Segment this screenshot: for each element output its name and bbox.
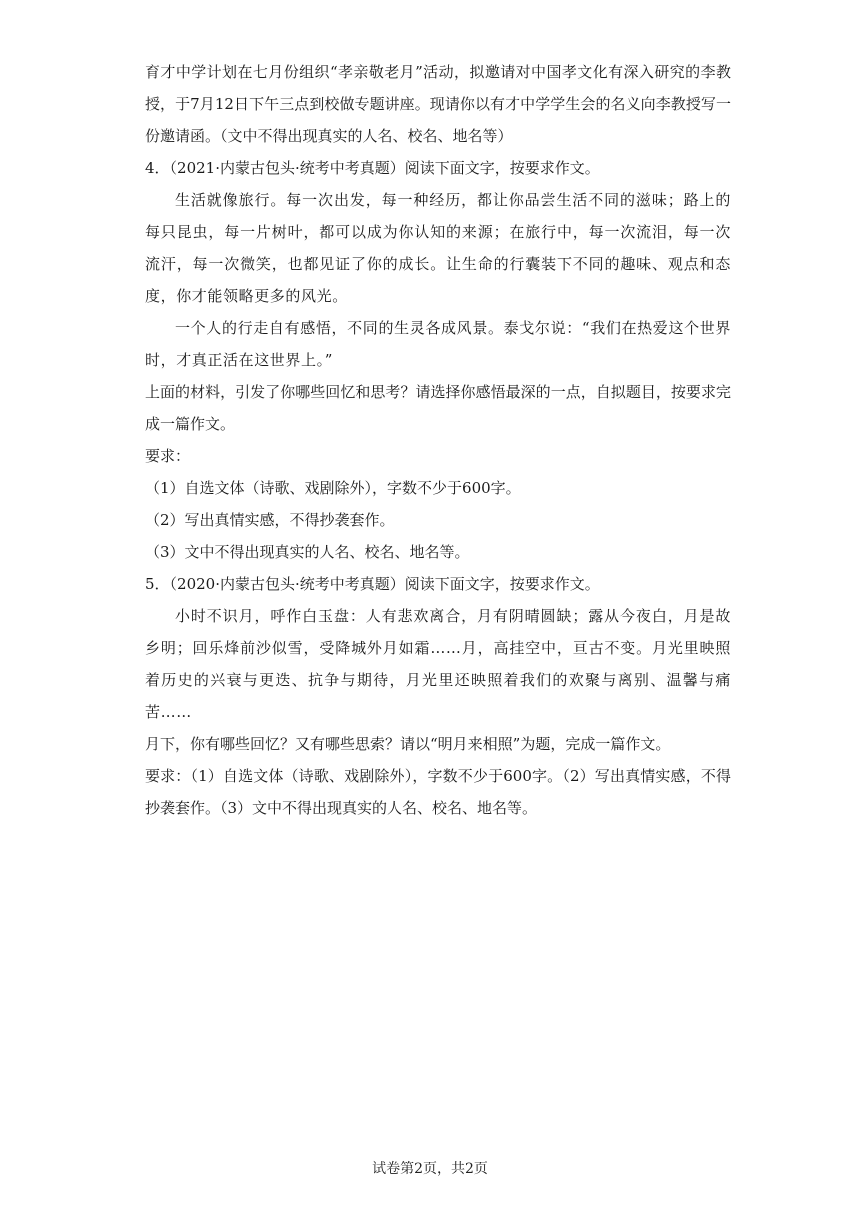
intro-paragraph: 育才中学计划在七月份组织“孝亲敬老月”活动，拟邀请对中国孝文化有深入研究的李教授，于7月12日下午三点到校做专题讲座。现请你以有才中学学生会的名义向李教授写一份邀请函。（文中不得出现真实的人名、校名、地名等） xyxy=(145,63,731,145)
question-4-material-1: 生活就像旅行。每一次出发，每一种经历，都让你品尝生活不同的滋味；路上的每只昆虫，每一片树叶，都可以成为你认知的来源；在旅行中，每一次流泪，每一次流汗，每一次微笑，也都见证了你的成长。让生命的行囊装下不同的趣味、观点和态度，你才能领略更多的风光。 xyxy=(145,191,731,305)
page-content xyxy=(145,56,731,824)
question-5-heading: 5．（2020·内蒙古包头·统考中考真题）阅读下面文字，按要求作文。 xyxy=(145,575,600,593)
question-5-prompt: 月下，你有哪些回忆？又有哪些思索？请以“明月来相照”为题，完成一篇作文。 xyxy=(145,735,671,753)
question-4-requirement-2: （2）写出真情实感，不得抄袭套作。 xyxy=(145,511,395,529)
question-4-heading: 4．（2021·内蒙古包头·统考中考真题）阅读下面文字，按要求作文。 xyxy=(145,159,600,177)
question-4-material-2: 一个人的行走自有感悟，不同的生灵各成风景。泰戈尔说：“我们在热爱这个世界时，才真正活在这世界上。” xyxy=(145,319,731,369)
question-4-prompt: 上面的材料，引发了你哪些回忆和思考？请选择你感悟最深的一点，自拟题目，按要求完成一篇作文。 xyxy=(145,383,731,433)
page-footer: 试卷第2页，共2页 xyxy=(372,1161,488,1177)
question-4-requirement-3: （3）文中不得出现真实的人名、校名、地名等。 xyxy=(145,543,470,561)
question-5-material: 小时不识月，呼作白玉盘：人有悲欢离合，月有阴晴圆缺；露从今夜白，月是故乡明；回乐烽前沙似雪，受降城外月如霜……月，高挂空中，亘古不变。月光里映照着历史的兴衰与更迭、抗争与期待，月光里还映照着我们的欢聚与离别、温馨与痛苦…… xyxy=(145,607,731,721)
question-5-requirements: 要求：（1）自选文体（诗歌、戏剧除外），字数不少于600字。（2）写出真情实感，不得抄袭套作。（3）文中不得出现真实的人名、校名、地名等。 xyxy=(145,767,731,817)
question-4-requirement-1: （1）自选文体（诗歌、戏剧除外），字数不少于600字。 xyxy=(145,479,521,497)
question-4-requirements-title: 要求： xyxy=(145,447,191,465)
